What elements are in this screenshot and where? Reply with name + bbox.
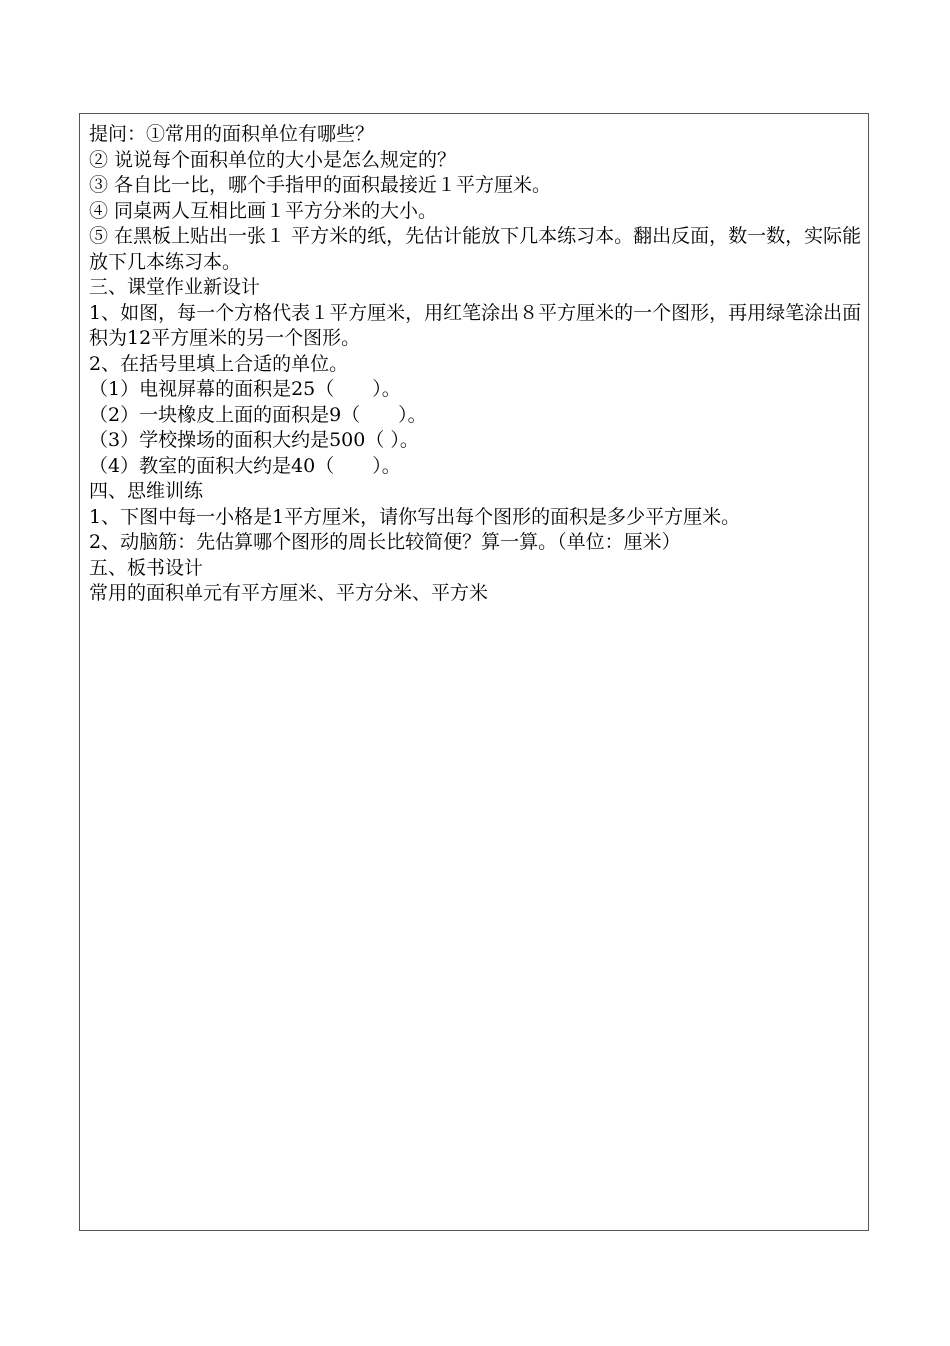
section-heading-board: 五、板书设计 <box>89 556 204 579</box>
board-design-text: 常用的面积单元有平方厘米、平方分米、平方米 <box>89 582 489 604</box>
classwork-item-2: 2、在括号里填上合适的单位。 <box>89 352 349 375</box>
fill-unit-item-3: （3）学校操场的面积大约是500（ ）。 <box>89 429 419 451</box>
content-table-cell <box>79 113 869 1231</box>
question-prompt-5: ⑤ 在黑板上贴出一张１ 平方米的纸，先估计能放下几本练习本。翻出反面，数一数，实际能放下几本练习本。 <box>89 225 862 273</box>
question-prompt-2: ② 说说每个面积单位的大小是怎么规定的？ <box>89 148 457 171</box>
question-prompt-3: ③ 各自比一比，哪个手指甲的面积最接近１平方厘米。 <box>89 174 552 196</box>
section-heading-classwork: 三、课堂作业新设计 <box>89 276 261 298</box>
fill-unit-item-4: （4）教室的面积大约是40（ ）。 <box>89 454 401 477</box>
question-prompt-1: 提问：①常用的面积单位有哪些？ <box>89 123 375 145</box>
section-heading-thinking: 四、思维训练 <box>89 480 204 502</box>
thinking-item-1: 1、下图中每一小格是1平方厘米，请你写出每个图形的面积是多少平方厘米。 <box>89 505 741 528</box>
question-prompt-4: ④ 同桌两人互相比画１平方分米的大小。 <box>89 199 438 222</box>
fill-unit-item-2: （2）一块橡皮上面的面积是9（ ）。 <box>89 403 427 426</box>
thinking-item-2: 2、动脑筋：先估算哪个图形的周长比较简便？算一算。（单位：厘米） <box>89 531 681 553</box>
classwork-item-1: 1、如图，每一个方格代表１平方厘米，用红笔涂出８平方厘米的一个图形，再用绿笔涂出面积为12平方厘米的另一个图形。 <box>89 301 862 349</box>
fill-unit-item-1: （1）电视屏幕的面积是25（ ）。 <box>89 378 401 400</box>
lesson-text <box>89 122 864 607</box>
